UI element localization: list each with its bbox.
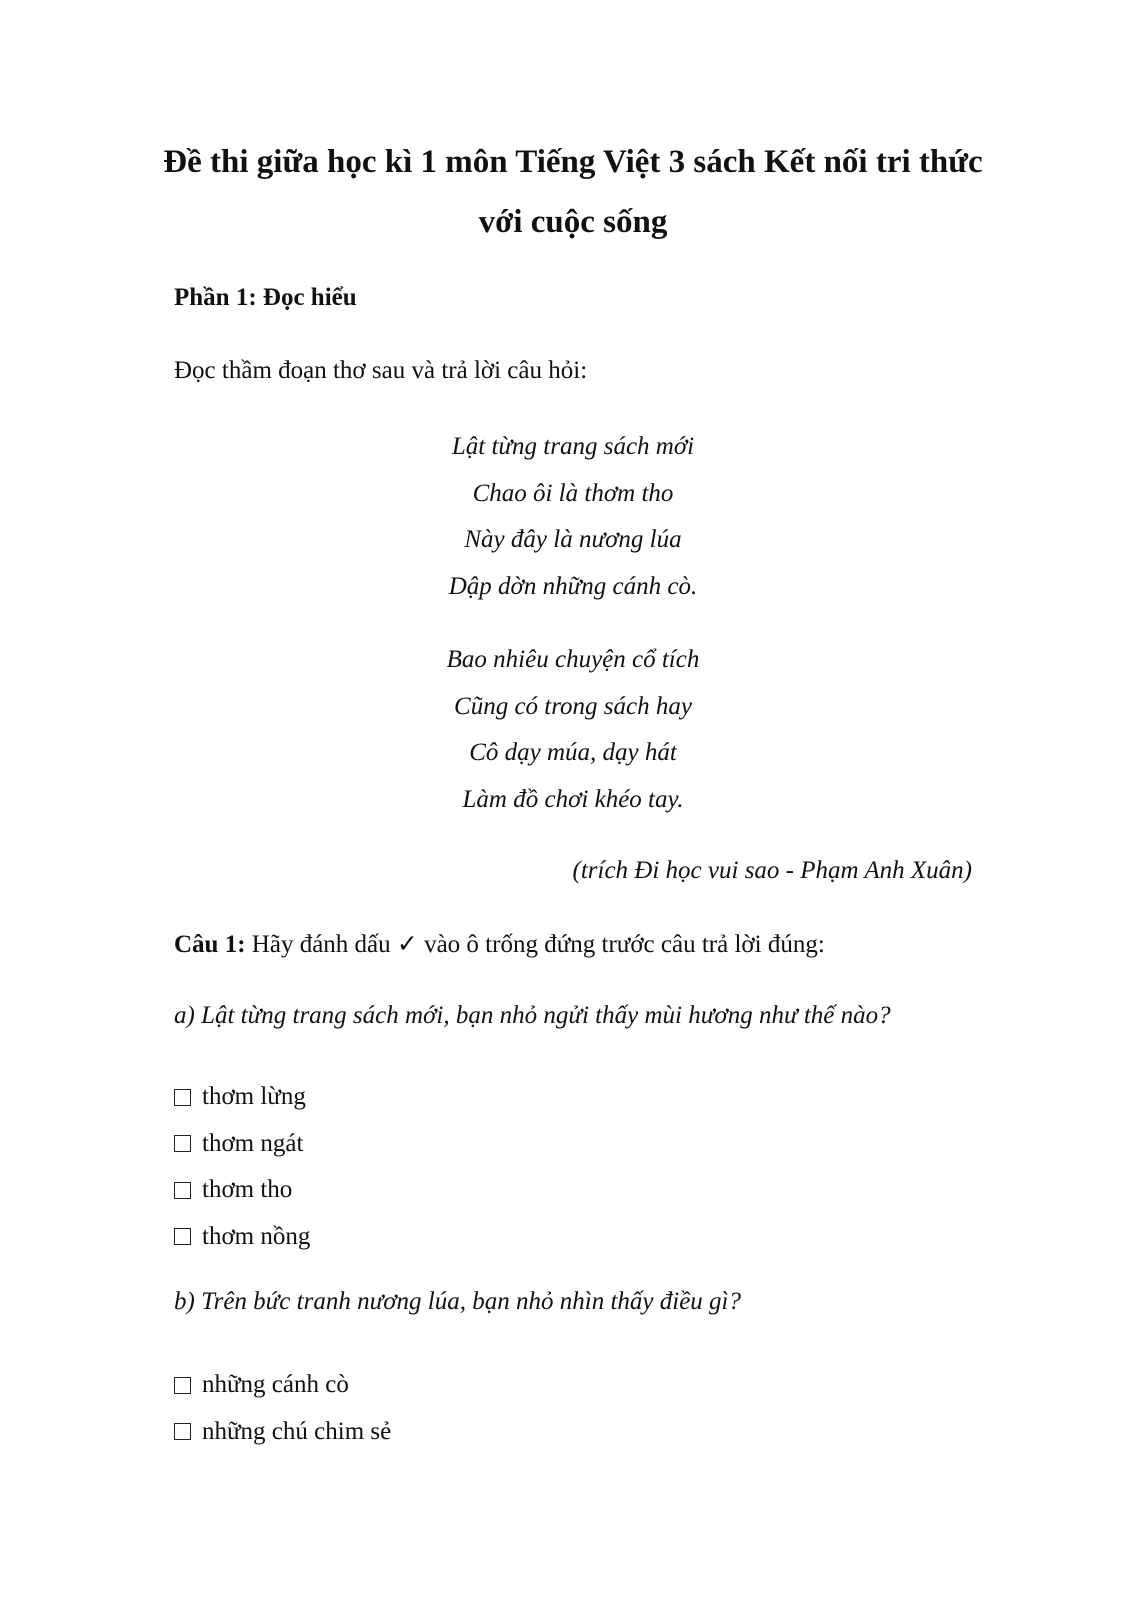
document-title: Đề thi giữa học kì 1 môn Tiếng Việt 3 sách Kết nối tri thức với cuộc sống	[163, 144, 983, 240]
option-label: những cánh cò	[202, 1371, 349, 1399]
option-label: thơm lừng	[202, 1083, 306, 1111]
answer-option[interactable]	[174, 1214, 310, 1261]
answer-option[interactable]	[174, 1121, 310, 1168]
poem-line: Bao nhiêu chuyện cổ tích	[446, 646, 700, 673]
question-1-label: Câu 1:	[174, 931, 246, 958]
question-1b-options	[174, 1362, 391, 1455]
option-label: thơm ngát	[202, 1129, 304, 1157]
option-label: những chú chim sẻ	[202, 1417, 392, 1445]
poem-line: Cũng có trong sách hay	[454, 692, 692, 720]
answer-option[interactable]	[174, 1167, 310, 1214]
question-1	[174, 929, 825, 959]
checkbox-icon[interactable]	[174, 1182, 191, 1199]
poem-line: Cô dạy múa, dạy hát	[469, 739, 677, 766]
question-1b: b) Trên bức tranh nương lúa, bạn nhỏ nhìn thấy điều gì?	[174, 1288, 741, 1315]
option-label: thơm tho	[202, 1176, 293, 1204]
poem-source: (trích Đi học vui sao - Phạm Anh Xuân)	[572, 857, 972, 884]
reading-instruction: Đọc thầm đoạn thơ sau và trả lời câu hỏi:	[174, 357, 588, 384]
question-1a-options	[174, 1074, 310, 1260]
poem-stanza-1	[373, 424, 773, 610]
answer-option[interactable]	[174, 1409, 391, 1456]
poem-line: Lật từng trang sách mới	[451, 433, 695, 460]
checkbox-icon[interactable]	[174, 1423, 191, 1440]
poem-stanza-2	[373, 637, 773, 823]
checkbox-icon[interactable]	[174, 1228, 191, 1245]
section-heading: Phần 1: Đọc hiểu	[174, 284, 357, 311]
question-1-text: Hãy đánh dấu ✓ vào ô trống đứng trước câu trả lời đúng:	[245, 931, 825, 958]
checkbox-icon[interactable]	[174, 1135, 191, 1152]
checkbox-icon[interactable]	[174, 1089, 191, 1106]
checkbox-icon[interactable]	[174, 1377, 191, 1394]
poem-line: Dập dờn những cánh cò.	[448, 572, 698, 600]
poem-line: Làm đồ chơi khéo tay.	[462, 785, 684, 813]
poem-line: Này đây là nương lúa	[464, 526, 682, 553]
option-label: thơm nồng	[202, 1222, 311, 1250]
question-1a: a) Lật từng trang sách mới, bạn nhỏ ngửi thấy mùi hương như thế nào?	[174, 1002, 891, 1029]
answer-option[interactable]	[174, 1074, 310, 1121]
poem-line: Chao ôi là thơm tho	[472, 479, 674, 507]
answer-option[interactable]	[174, 1362, 391, 1409]
